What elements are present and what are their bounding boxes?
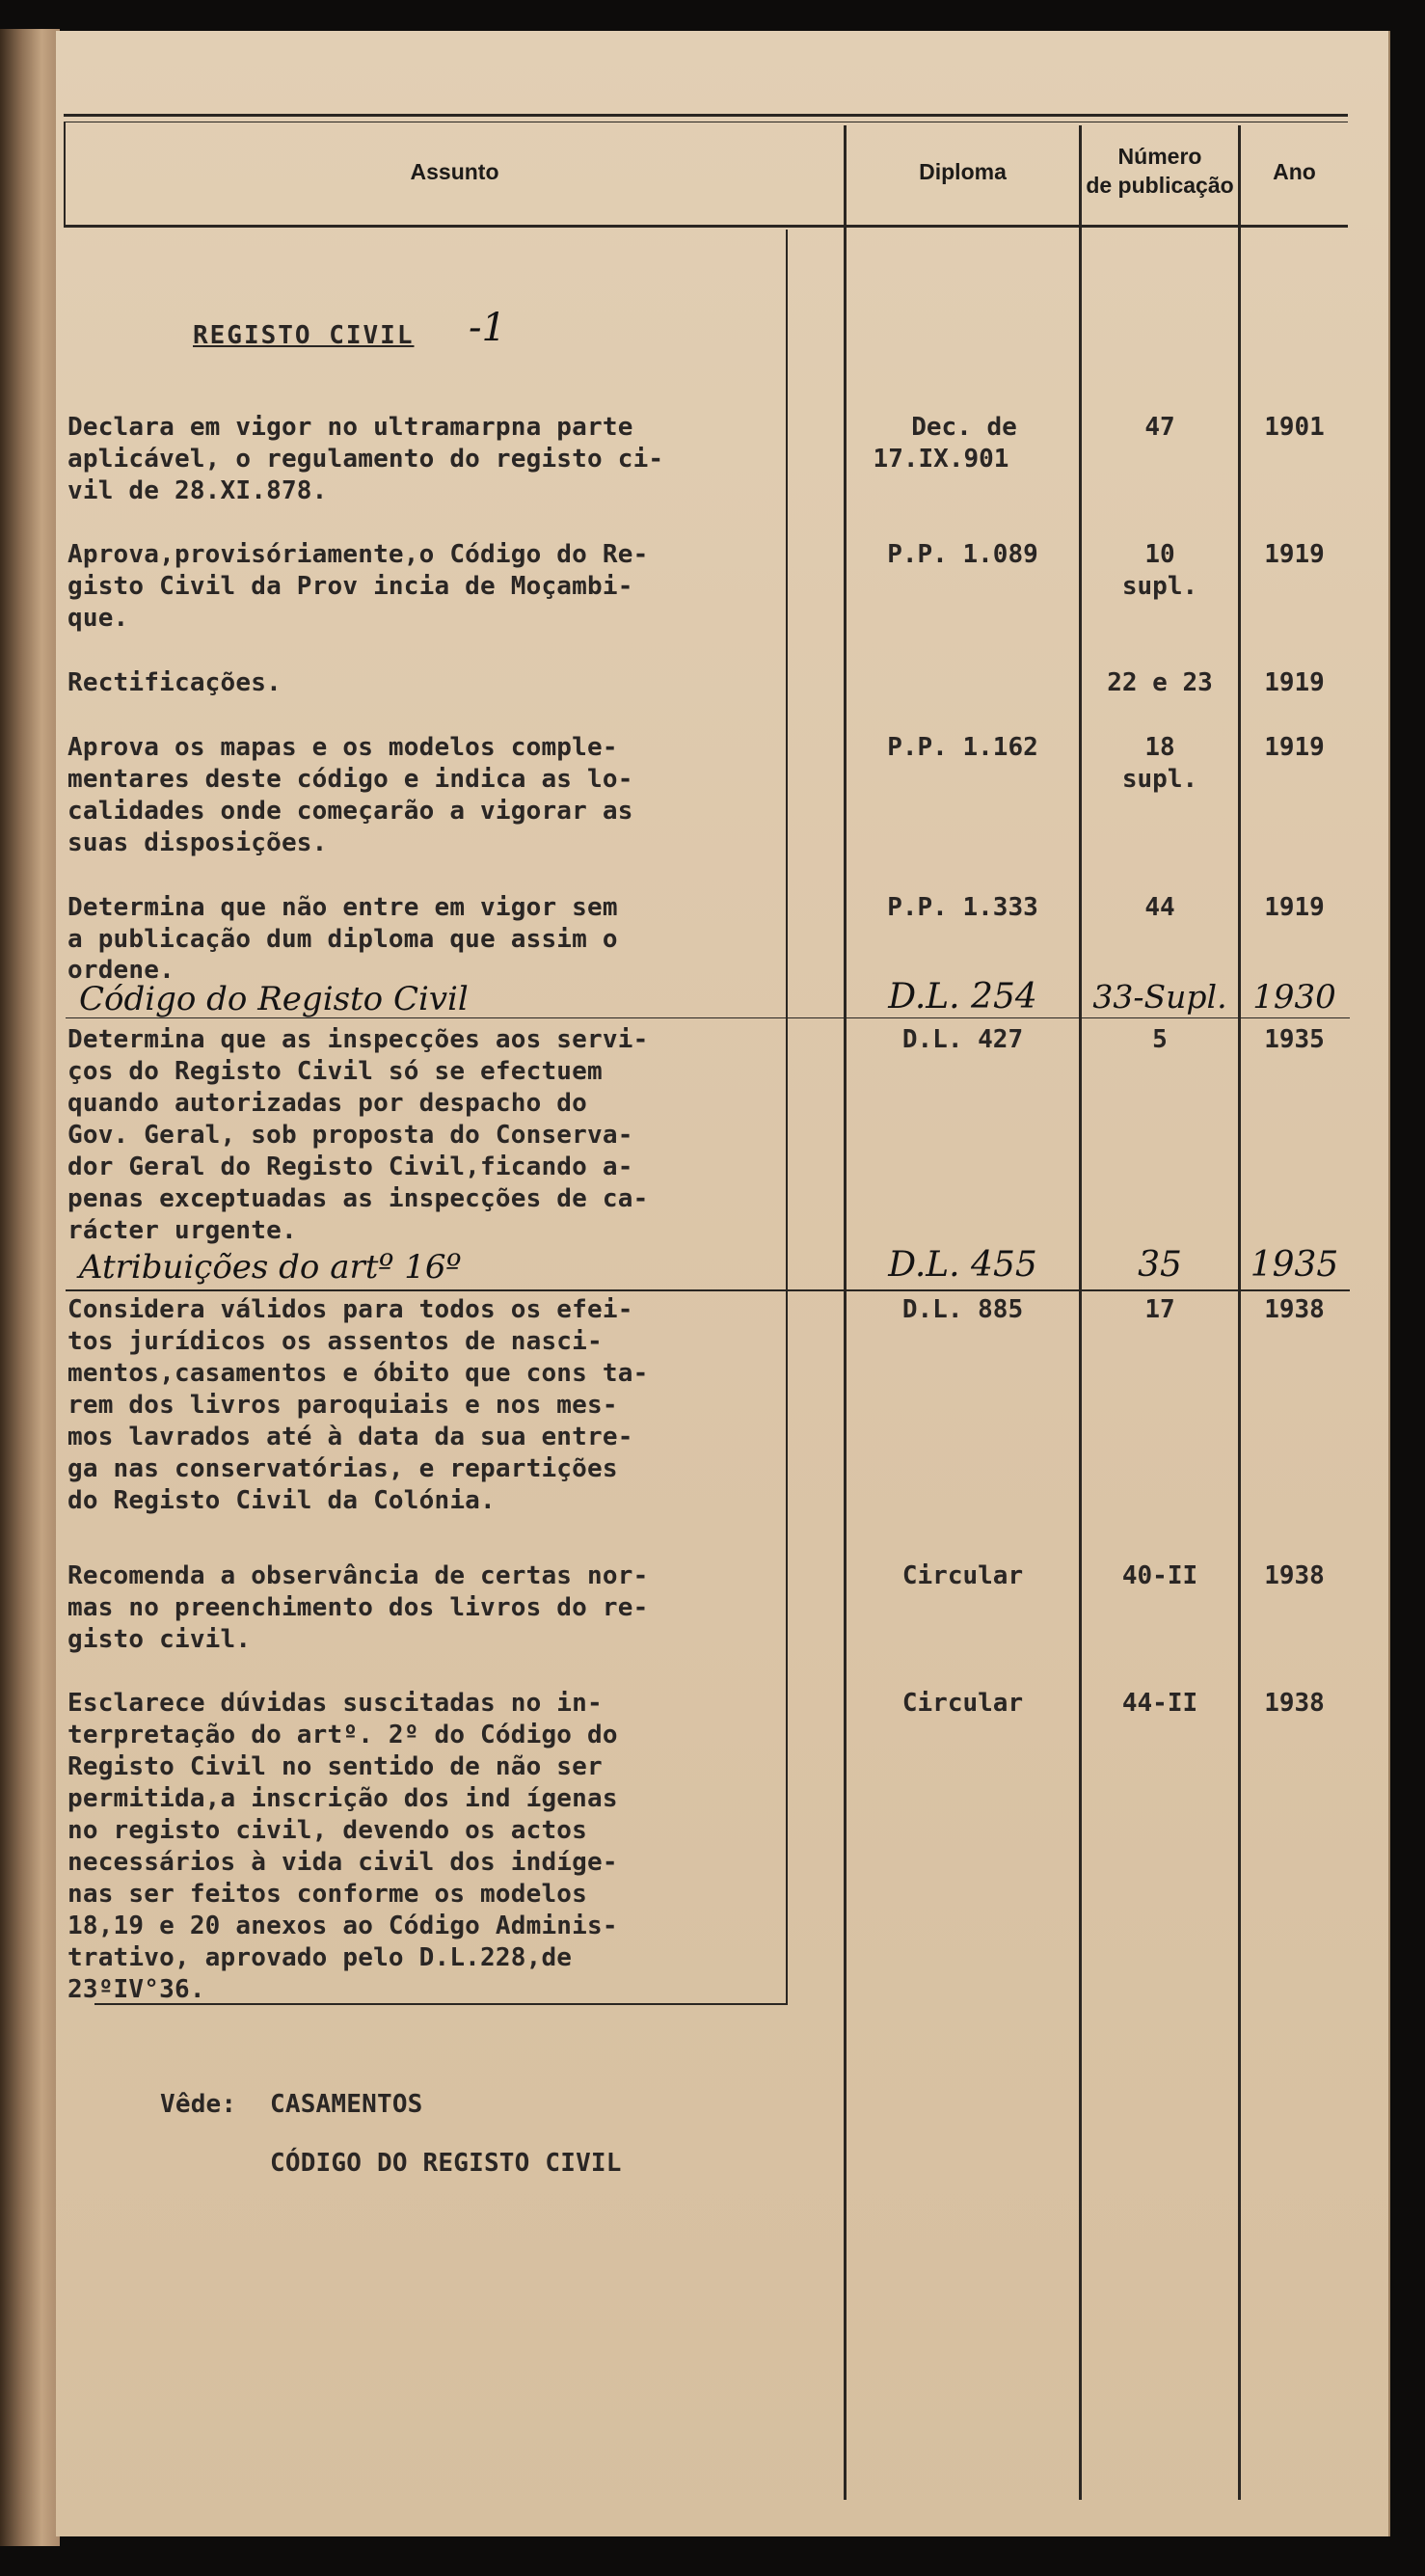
header-ano: Ano — [1273, 159, 1316, 184]
see-also-item: CASAMENTOS — [270, 2090, 423, 2119]
entry-line: Determina que não entre em vigor sem — [67, 893, 618, 922]
entry-line: Considera válidos para todos os efei- — [67, 1295, 633, 1324]
handwritten-ano: 1935 — [1250, 1245, 1339, 1285]
section-suffix: -1 — [469, 306, 506, 350]
numero-cell: supl. — [1121, 572, 1198, 601]
entry-line: aplicável, o regulamento do registo ci- — [67, 445, 664, 474]
entry-line: Aprova,provisóriamente,o Código do Re- — [67, 540, 649, 569]
entry-line: permitida,a inscrição dos ind ígenas — [67, 1784, 618, 1813]
entry-line: penas exceptuadas as inspecções de ca- — [67, 1184, 649, 1213]
entry-line: mos lavrados até à data da sua entre- — [67, 1423, 633, 1451]
entry-line: 23ºIV°36. — [67, 1975, 205, 2004]
handwritten-assunto: Código do Registo Civil — [79, 980, 469, 1018]
entry-line: vil de 28.XI.878. — [67, 476, 328, 505]
entry-line: suas disposições. — [67, 828, 328, 857]
numero-cell: 47 — [1144, 413, 1175, 442]
ano-cell: 1919 — [1264, 668, 1325, 697]
header-assunto: Assunto — [410, 159, 499, 184]
entry-line: Registo Civil no sentido de não ser — [67, 1752, 603, 1781]
see-also-label: Vêde: — [160, 2090, 237, 2119]
entry-line: nas ser feitos conforme os modelos — [67, 1880, 588, 1909]
diploma-cell: Circular — [901, 1561, 1024, 1590]
entry-line: do Registo Civil da Colónia. — [67, 1486, 496, 1515]
entry-line: Determina que as inspecções aos servi- — [67, 1025, 649, 1054]
ledger-page — [56, 31, 1390, 2536]
entry-line: Declara em vigor no ultramarpna parte — [67, 413, 633, 442]
numero-cell: 17 — [1144, 1295, 1175, 1324]
header-diploma: Diploma — [919, 159, 1007, 184]
numero-cell: 5 — [1152, 1025, 1168, 1054]
ano-cell: 1938 — [1264, 1689, 1325, 1718]
entry-line: Rectificações. — [67, 668, 282, 697]
numero-cell: supl. — [1121, 765, 1198, 794]
diploma-cell: D.L. 885 — [901, 1295, 1024, 1324]
numero-cell: 44 — [1144, 893, 1175, 922]
ano-cell: 1919 — [1264, 893, 1325, 922]
entry-line: gisto Civil da Prov incia de Moçambi- — [67, 572, 633, 601]
entry-line: Gov. Geral, sob proposta do Conserva- — [67, 1121, 633, 1150]
diploma-cell: P.P. 1.089 — [887, 540, 1038, 569]
entry-line: ga nas conservatórias, e repartições — [67, 1454, 618, 1483]
entry-line: que. — [67, 604, 129, 633]
diploma-cell: 17.IX.901 — [873, 445, 1009, 474]
entry-line: rácter urgente. — [67, 1216, 297, 1245]
entry-line: no registo civil, devendo os actos — [67, 1816, 588, 1845]
entry-line: gisto civil. — [67, 1625, 252, 1654]
entry-line: quando autorizadas por despacho do — [67, 1089, 588, 1118]
handwritten-ano: 1930 — [1252, 978, 1336, 1017]
ano-cell: 1935 — [1264, 1025, 1325, 1054]
diploma-cell: Circular — [901, 1689, 1024, 1718]
top-rule — [64, 114, 1348, 117]
entry-line: Esclarece dúvidas suscitadas no in- — [67, 1689, 603, 1718]
entry-line: tos jurídicos os assentos de nasci- — [67, 1327, 603, 1356]
numero-cell: 22 e 23 — [1107, 668, 1213, 697]
handwritten-diploma: D.L. 254 — [888, 977, 1037, 1017]
diploma-cell: D.L. 427 — [901, 1025, 1024, 1054]
ano-cell: 1938 — [1264, 1295, 1325, 1324]
header-bottom-rule — [64, 225, 1348, 228]
underline-handwritten-2 — [66, 1289, 1350, 1291]
entry-line: calidades onde começarão a vigorar as — [67, 797, 633, 826]
entry-line: mentos,casamentos e óbito que cons ta- — [67, 1359, 649, 1388]
text-margin-rule — [786, 230, 788, 2004]
handwritten-numero: 33-Supl. — [1092, 978, 1227, 1016]
binding-edge — [0, 29, 60, 2546]
handwritten-numero: 35 — [1138, 1245, 1182, 1285]
diploma-cell: Dec. de — [911, 413, 1017, 442]
handwritten-diploma: D.L. 455 — [888, 1245, 1037, 1285]
entry-line: Recomenda a observância de certas nor- — [67, 1561, 649, 1590]
entry-line: 18,19 e 20 anexos ao Código Adminis- — [67, 1912, 618, 1940]
numero-cell: 40-II — [1121, 1561, 1198, 1590]
header-numero-line2: de publicação — [1086, 173, 1234, 198]
entry-line: ordene. — [67, 956, 175, 985]
ano-cell: 1938 — [1264, 1561, 1325, 1590]
entry-line: rem dos livros paroquiais e nos mes- — [67, 1391, 618, 1420]
see-also-item: CÓDIGO DO REGISTO CIVIL — [270, 2149, 622, 2178]
entry-line: a publicação dum diploma que assim o — [67, 925, 618, 954]
entry-line: ços do Registo Civil só se efectuem — [67, 1057, 603, 1086]
entry-line: trativo, aprovado pelo D.L.228,de — [67, 1943, 573, 1972]
entry-line: necessários à vida civil dos indíge- — [67, 1848, 618, 1877]
entry-line: mas no preenchimento dos livros do re- — [67, 1593, 649, 1622]
ano-cell: 1901 — [1264, 413, 1325, 442]
ano-cell: 1919 — [1264, 540, 1325, 569]
entry-line: mentares deste código e indica as lo- — [67, 765, 633, 794]
numero-cell: 44-II — [1121, 1689, 1198, 1718]
diploma-cell: P.P. 1.162 — [887, 733, 1038, 762]
numero-cell: 10 — [1144, 540, 1175, 569]
header-numero-line1: Número — [1117, 144, 1202, 169]
handwritten-assunto: Atribuições do artº 16º — [79, 1248, 462, 1287]
entry-line: Aprova os mapas e os modelos comple- — [67, 733, 618, 762]
entry-line: terpretação do artº. 2º do Código do — [67, 1721, 618, 1749]
numero-cell: 18 — [1144, 733, 1175, 762]
entry-line: dor Geral do Registo Civil,ficando a- — [67, 1152, 633, 1181]
section-title: REGISTO CIVIL — [193, 321, 415, 350]
ano-cell: 1919 — [1264, 733, 1325, 762]
diploma-cell: P.P. 1.333 — [887, 893, 1038, 922]
